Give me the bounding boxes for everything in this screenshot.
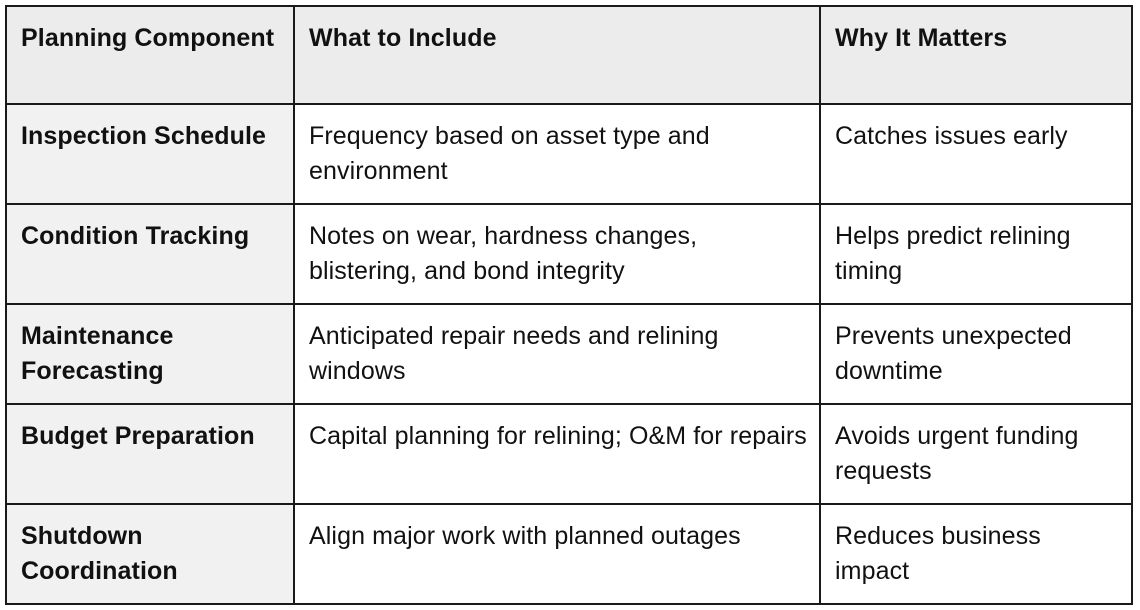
row-include-cell: Align major work with planned outages xyxy=(294,504,820,604)
row-component-cell: Budget Preparation xyxy=(6,404,294,504)
row-why-cell: Prevents unexpected downtime xyxy=(820,304,1132,404)
table-row xyxy=(6,504,1132,604)
header-why-it-matters: Why It Matters xyxy=(820,6,1132,104)
table-row xyxy=(6,304,1132,404)
table-row xyxy=(6,204,1132,304)
row-why-cell: Reduces business impact xyxy=(820,504,1132,604)
planning-table-container xyxy=(5,5,1131,605)
row-why-cell: Helps predict relining timing xyxy=(820,204,1132,304)
row-include-cell: Capital planning for relining; O&M for repairs xyxy=(294,404,820,504)
table-header-row xyxy=(6,6,1132,104)
row-why-cell: Catches issues early xyxy=(820,104,1132,204)
row-include-cell: Anticipated repair needs and relining windows xyxy=(294,304,820,404)
row-include-cell: Frequency based on asset type and environment xyxy=(294,104,820,204)
header-planning-component: Planning Component xyxy=(6,6,294,104)
header-what-to-include: What to Include xyxy=(294,6,820,104)
row-include-cell: Notes on wear, hardness changes, blistering, and bond integrity xyxy=(294,204,820,304)
row-component-cell: Condition Tracking xyxy=(6,204,294,304)
planning-table xyxy=(5,5,1133,605)
row-component-cell: Shutdown Coordination xyxy=(6,504,294,604)
row-component-cell: Inspection Schedule xyxy=(6,104,294,204)
row-component-cell: Maintenance Forecasting xyxy=(6,304,294,404)
row-why-cell: Avoids urgent funding requests xyxy=(820,404,1132,504)
table-row xyxy=(6,104,1132,204)
table-row xyxy=(6,404,1132,504)
